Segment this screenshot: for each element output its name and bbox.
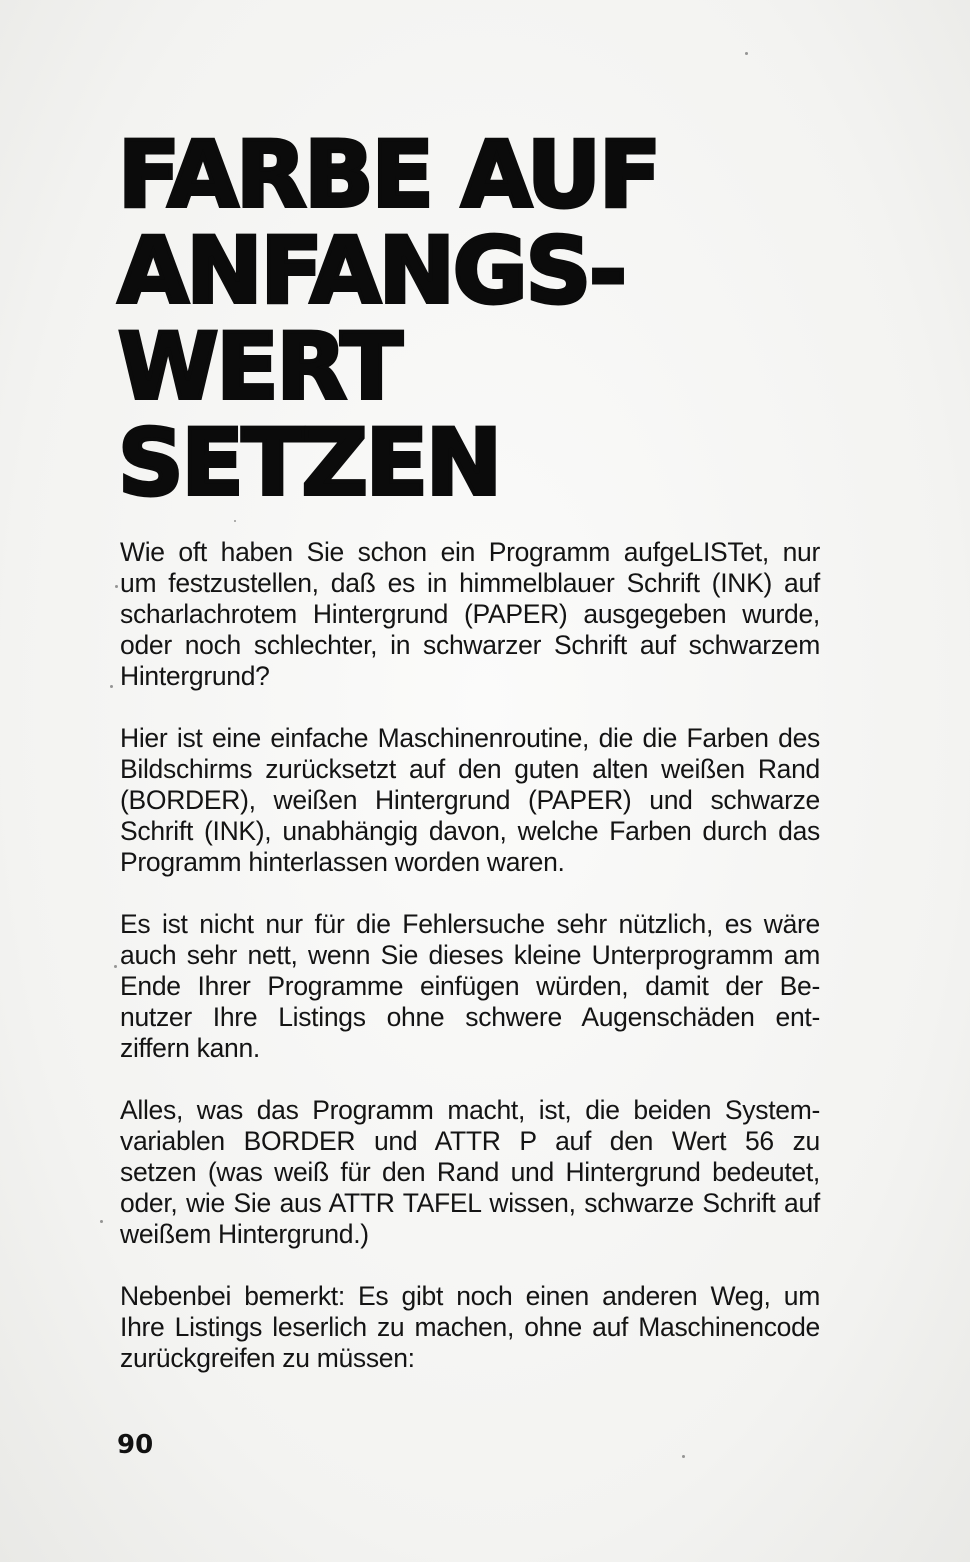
text-line: oder noch schlechter, in schwarzer Schrift auf schwarzem	[120, 630, 820, 660]
paragraph-3	[120, 909, 820, 1064]
text-line: weißem Hintergrund.)	[120, 1219, 369, 1249]
text-line: Bildschirms zurücksetzt auf den guten alten weißen Rand	[120, 754, 820, 784]
text-line: zurückgreifen zu müssen:	[120, 1343, 415, 1373]
paragraph-5	[120, 1281, 820, 1374]
article-title	[118, 123, 660, 516]
text-line: Hintergrund?	[120, 661, 270, 691]
paragraph-4	[120, 1095, 820, 1250]
text-line: um festzustellen, daß es in himmelblauer Schrift (INK) auf	[120, 568, 820, 598]
text-line: scharlachrotem Hintergrund (PAPER) ausgegeben wurde,	[120, 599, 820, 629]
text-line: Es ist nicht nur für die Fehlersuche sehr nützlich, es wäre	[120, 909, 820, 939]
text-line: ziffern kann.	[120, 1033, 260, 1063]
paragraph-2	[120, 723, 820, 878]
text-line: Ende Ihrer Programme einfügen würden, damit der Be-	[120, 971, 820, 1001]
scan-speck	[745, 52, 748, 55]
text-line: variablen BORDER und ATTR P auf den Wert 56 zu	[120, 1126, 820, 1156]
paragraph-1	[120, 537, 820, 692]
text-line: Schrift (INK), unabhängig davon, welche Farben durch das	[120, 816, 820, 846]
text-line: Nebenbei bemerkt: Es gibt noch einen anderen Weg, um	[120, 1281, 820, 1311]
title-line: SETZEN	[118, 411, 501, 516]
scan-speck	[682, 1455, 685, 1458]
text-line: Alles, was das Programm macht, ist, die beiden System-	[120, 1095, 820, 1125]
scan-speck	[115, 585, 118, 588]
title-line: WERT	[118, 315, 401, 420]
text-line: oder, wie Sie aus ATTR TAFEL wissen, schwarze Schrift auf	[120, 1188, 820, 1218]
scan-speck	[110, 685, 113, 688]
title-line: ANFANGS-	[118, 219, 625, 324]
text-line: Ihre Listings leserlich zu machen, ohne auf Maschinencode	[120, 1312, 820, 1342]
article-body	[120, 537, 820, 1405]
scan-speck	[114, 965, 117, 968]
text-line: setzen (was weiß für den Rand und Hintergrund bedeutet,	[120, 1157, 820, 1187]
title-line: FARBE AUF	[118, 123, 660, 228]
text-line: auch sehr nett, wenn Sie dieses kleine Unterprogramm am	[120, 940, 820, 970]
scan-speck	[100, 1220, 103, 1223]
text-line: nutzer Ihre Listings ohne schwere Augenschäden ent-	[120, 1002, 820, 1032]
text-line: (BORDER), weißen Hintergrund (PAPER) und schwarze	[120, 785, 820, 815]
text-line: Programm hinterlassen worden waren.	[120, 847, 565, 877]
scan-speck	[234, 520, 236, 522]
text-line: Wie oft haben Sie schon ein Programm aufgeLISTet, nur	[120, 537, 820, 567]
page-number: 90	[117, 1430, 154, 1460]
text-line: Hier ist eine einfache Maschinenroutine, die die Farben des	[120, 723, 820, 753]
